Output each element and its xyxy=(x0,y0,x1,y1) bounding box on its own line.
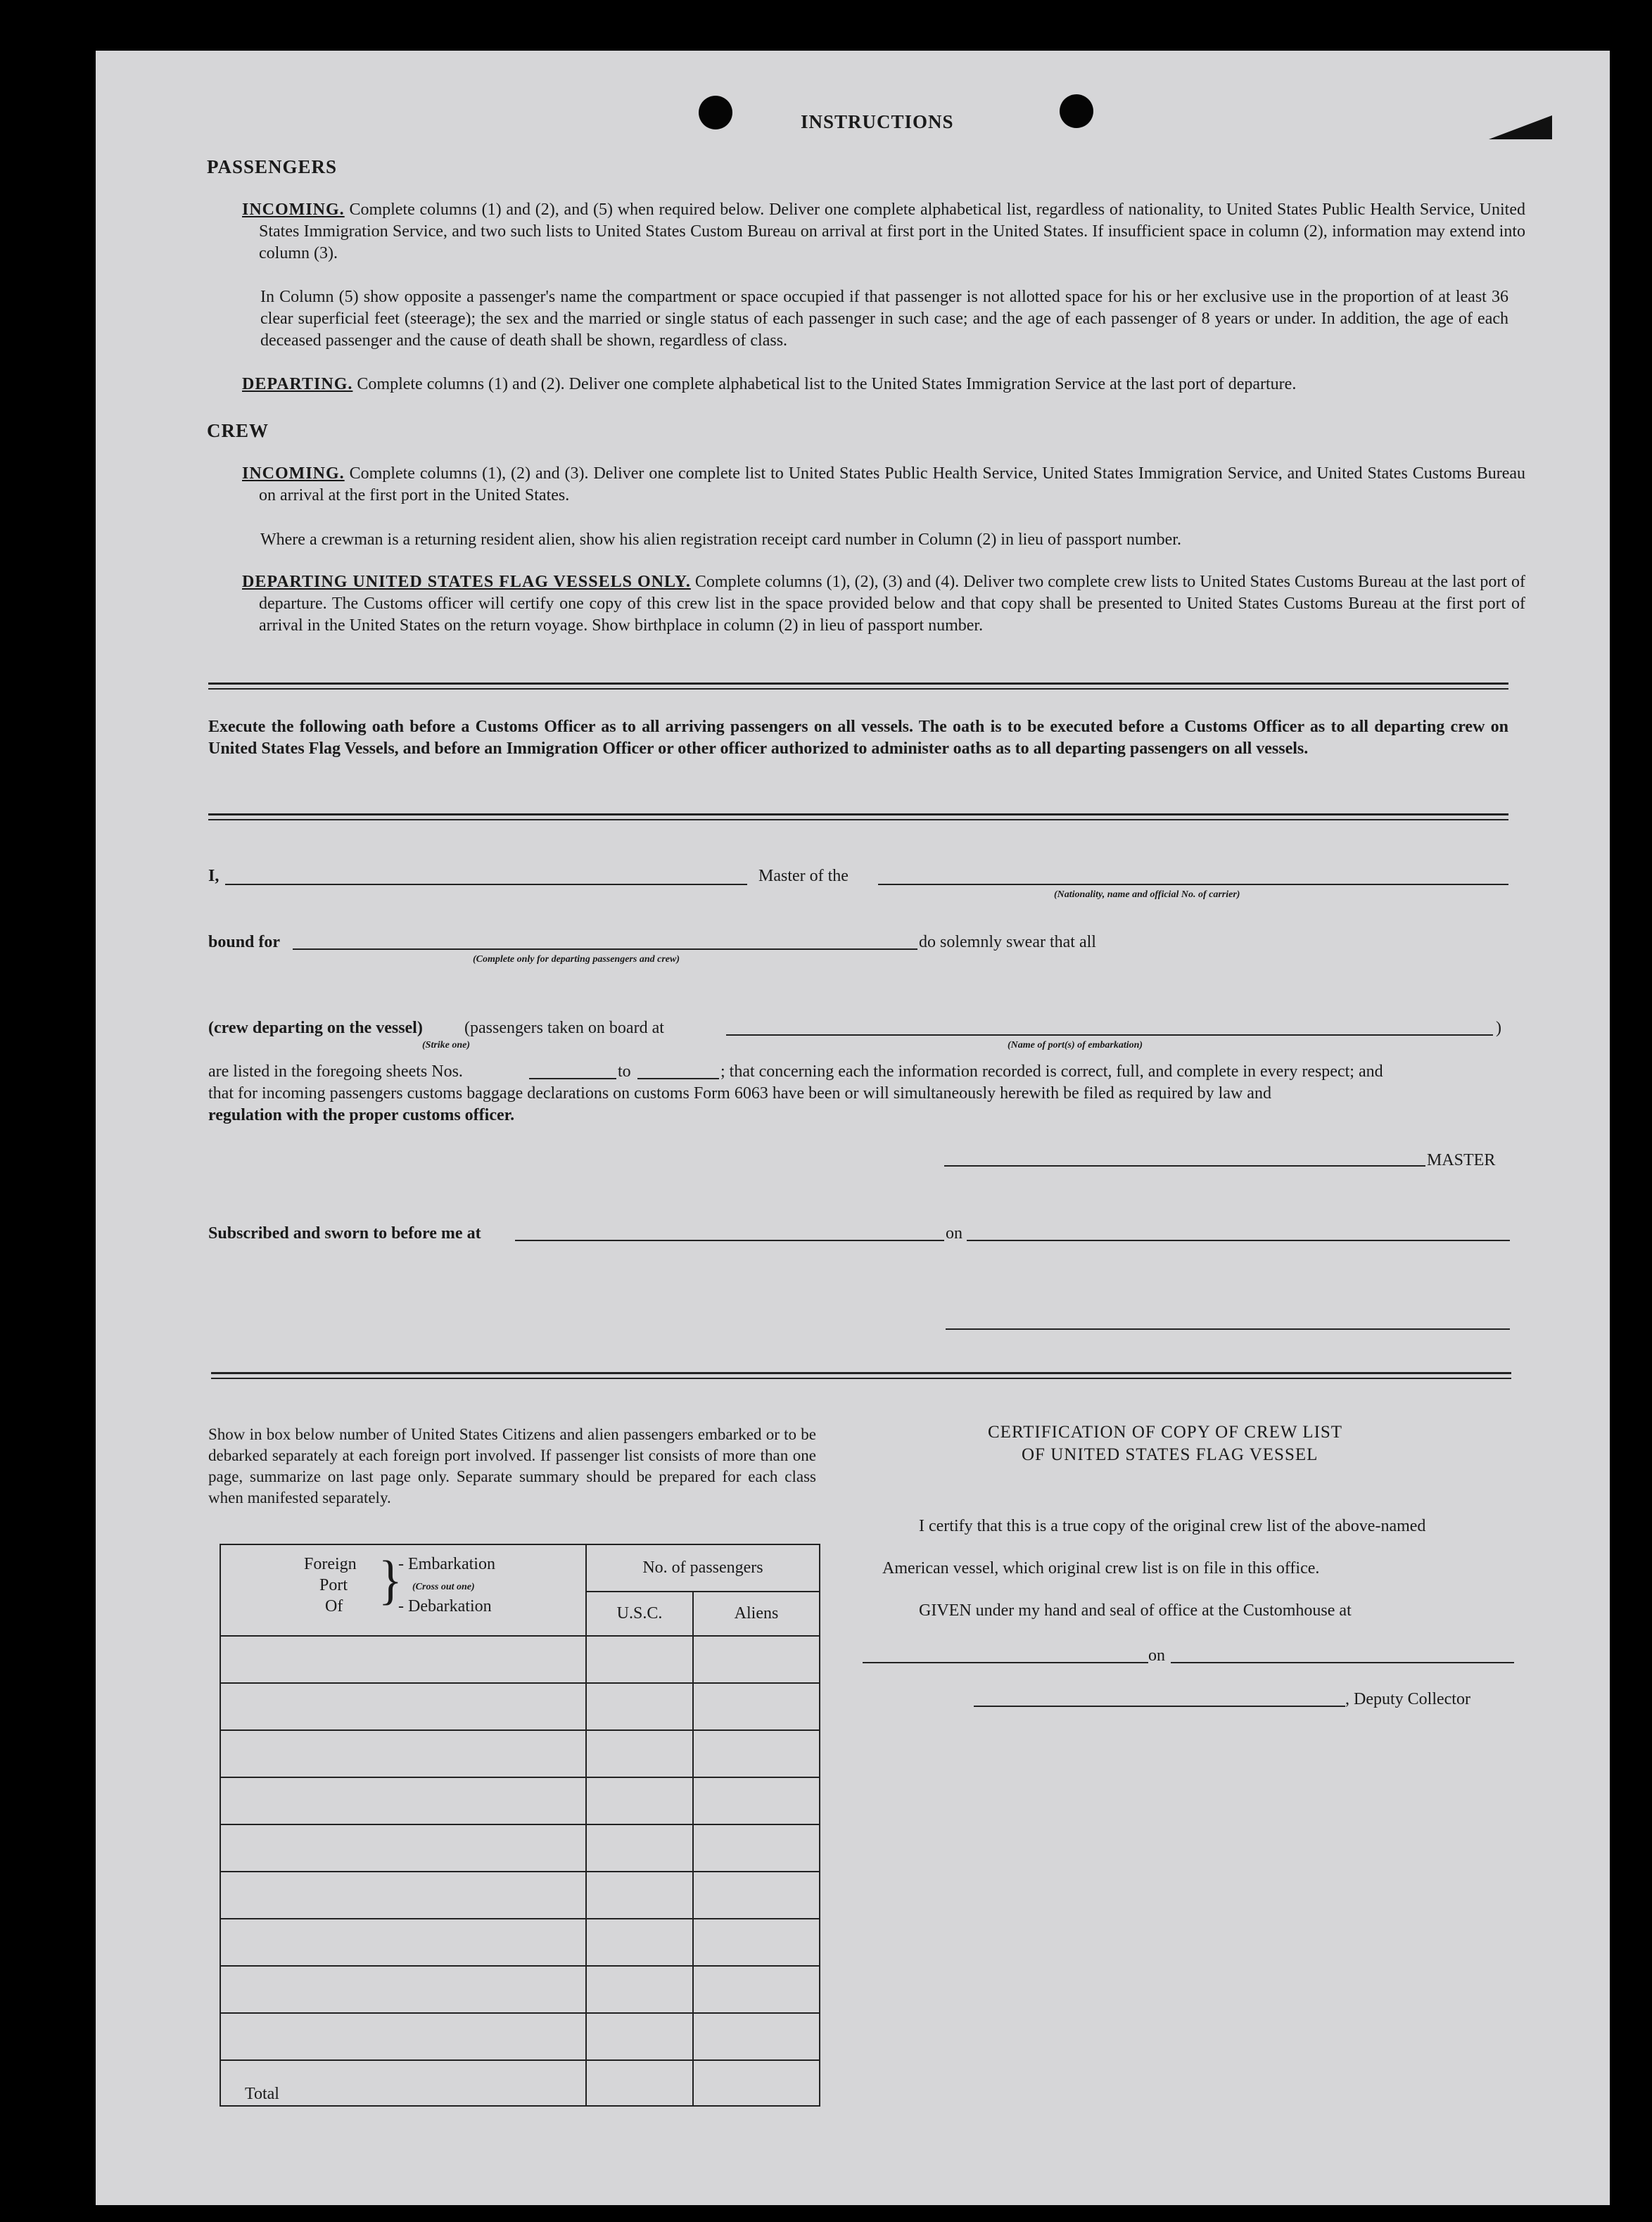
aliens-header: Aliens xyxy=(693,1592,820,1636)
nationality-hint: (Nationality, name and official No. of carrier) xyxy=(1054,889,1240,900)
crew-incoming-label: INCOMING. xyxy=(242,464,345,483)
officer-signature-field[interactable] xyxy=(946,1328,1510,1330)
divider-2 xyxy=(208,813,1508,820)
table-row-usc[interactable] xyxy=(586,1730,693,1777)
table-row-aliens[interactable] xyxy=(693,1919,820,1966)
total-row-label-cell xyxy=(220,2060,586,2106)
usc-header: U.S.C. xyxy=(586,1592,693,1636)
listed-in-text xyxy=(208,1062,463,1081)
table-row-aliens[interactable] xyxy=(693,1730,820,1777)
listed-line3-text: regulation with the proper customs officer. xyxy=(208,1106,515,1124)
table-row-aliens[interactable] xyxy=(693,1683,820,1730)
certification-on-label: on xyxy=(1148,1646,1165,1665)
passengers-incoming-label: INCOMING. xyxy=(242,201,345,219)
oath-i-label: I, xyxy=(208,867,220,885)
table-row-aliens[interactable] xyxy=(693,1636,820,1683)
table-row-aliens[interactable] xyxy=(693,1872,820,1919)
no-of-passengers-header: No. of passengers xyxy=(586,1544,820,1592)
master-label: MASTER xyxy=(1427,1151,1496,1169)
passengers-taken-option: (passengers taken on board at xyxy=(464,1019,664,1037)
crew-departing-option: (crew departing on the vessel) xyxy=(208,1019,423,1037)
passengers-departing-label: DEPARTING. xyxy=(242,375,353,393)
total-aliens[interactable] xyxy=(693,2060,820,2106)
given-line: GIVEN under my hand and seal of office at the Customhouse at xyxy=(919,1601,1352,1620)
passengers-departing-paragraph xyxy=(242,374,1508,395)
customhouse-place-field[interactable] xyxy=(863,1662,1148,1663)
solemnly-swear-text: do solemnly swear that all xyxy=(919,933,1096,951)
bound-for-label: bound for xyxy=(208,933,281,951)
bound-for-field[interactable] xyxy=(293,948,917,950)
certification-heading-line1: CERTIFICATION OF COPY OF CREW LIST xyxy=(988,1423,1343,1442)
table-row-usc[interactable] xyxy=(586,2013,693,2060)
summary-instructions: Show in box below number of United States Citizens and alien passengers embarked or to be debarked separately at each foreign port involved. If passenger list consists of more than one page, summarize on last page only. Separate summary should be prepared for each class when manifested separately. xyxy=(208,1426,816,1506)
subscribed-place-field[interactable] xyxy=(515,1240,944,1241)
crew-heading: CREW xyxy=(207,420,269,441)
oath-intro: Execute the following oath before a Customs Officer as to all arriving passengers on all vessels. The oath is to be executed before a Customs Officer as to all departing crew on United States Flag Vessels, and before an Immigration Officer or other officer authorized to administer oaths as to all departing passengers on all vessels. xyxy=(208,718,1508,758)
debarkation-label: - Debarkation xyxy=(398,1597,492,1615)
sheet-to-field[interactable] xyxy=(637,1078,719,1079)
table-row-aliens[interactable] xyxy=(693,2013,820,2060)
listed-in-label: are listed in the foregoing sheets Nos. xyxy=(208,1062,463,1081)
foreign-label: Foreign xyxy=(304,1555,357,1573)
crew-incoming-paragraph xyxy=(242,463,1525,507)
table-row-port[interactable] xyxy=(220,2013,586,2060)
strike-one-hint: (Strike one) xyxy=(422,1040,471,1050)
listed-rest-text: ; that concerning each the information recorded is correct, full, and complete in every respect; and xyxy=(720,1062,1383,1081)
to-label: to xyxy=(618,1062,631,1081)
passengers-departing-text: Complete columns (1) and (2). Deliver one complete alphabetical list to the United States Immigration Service at the last port of departure. xyxy=(352,375,1297,393)
port-label: Port xyxy=(319,1576,348,1594)
total-usc[interactable] xyxy=(586,2060,693,2106)
deputy-signature-field[interactable] xyxy=(974,1706,1345,1707)
table-row-port[interactable] xyxy=(220,1824,586,1872)
carrier-field[interactable] xyxy=(878,884,1508,885)
table-row-port[interactable] xyxy=(220,1636,586,1683)
subscribed-label: Subscribed and sworn to before me at xyxy=(208,1224,481,1243)
crew-departing-label: DEPARTING UNITED STATES FLAG VESSELS ONLY. xyxy=(242,573,691,591)
table-row-port[interactable] xyxy=(220,1919,586,1966)
table-row-usc[interactable] xyxy=(586,1872,693,1919)
master-of-the-label: Master of the xyxy=(758,867,849,885)
table-row-aliens[interactable] xyxy=(693,1824,820,1872)
certify-line1: I certify that this is a true copy of the original crew list of the above-named xyxy=(919,1517,1426,1535)
crew-departing-paragraph xyxy=(242,571,1525,637)
table-row-usc[interactable] xyxy=(586,1777,693,1824)
divider-3 xyxy=(211,1372,1511,1379)
torn-corner-mark xyxy=(1489,99,1552,139)
page-title: INSTRUCTIONS xyxy=(801,111,954,132)
table-row-usc[interactable] xyxy=(586,1966,693,2013)
table-row-aliens[interactable] xyxy=(693,1966,820,2013)
certification-heading-line2: OF UNITED STATES FLAG VESSEL xyxy=(1022,1445,1319,1464)
punch-hole-left xyxy=(699,96,732,129)
crewman-paragraph: Where a crewman is a returning resident alien, show his alien registration receipt card number in Column (2) in lieu of passport number. xyxy=(260,531,1181,549)
table-row-usc[interactable] xyxy=(586,1824,693,1872)
port-header-cell xyxy=(220,1544,586,1636)
listed-line2-text: that for incoming passengers customs baggage declarations on customs Form 6063 have been or will simultaneously herewith be filed as required by law and xyxy=(208,1084,1271,1103)
table-row-usc[interactable] xyxy=(586,1919,693,1966)
table-row-port[interactable] xyxy=(220,1730,586,1777)
master-name-field[interactable] xyxy=(225,884,747,885)
close-paren: ) xyxy=(1496,1019,1501,1037)
passengers-incoming-text: Complete columns (1) and (2), and (5) when required below. Deliver one complete alphabetical list, regardless of nationality, to United States Public Health Service, United States Immigration Service, and two such lists to United States Custom Bureau on arrival at first port in the United States. If insufficient space in column (2), information may extend into column (3). xyxy=(259,201,1525,262)
subscribed-on-label: on xyxy=(946,1224,962,1243)
brace-icon: } xyxy=(379,1551,402,1611)
table-row-port[interactable] xyxy=(220,1966,586,2013)
of-label: Of xyxy=(325,1597,343,1615)
punch-hole-right xyxy=(1060,94,1093,128)
master-signature-field[interactable] xyxy=(944,1165,1425,1167)
total-label: Total xyxy=(245,2085,279,2103)
table-row-usc[interactable] xyxy=(586,1683,693,1730)
summary-table xyxy=(220,1544,820,2107)
ports-hint: (Name of port(s) of embarkation) xyxy=(1008,1040,1143,1050)
certify-line2: American vessel, which original crew list is on file in this office. xyxy=(882,1559,1320,1577)
table-row-aliens[interactable] xyxy=(693,1777,820,1824)
embarkation-ports-field[interactable] xyxy=(726,1034,1493,1036)
passengers-heading: PASSENGERS xyxy=(207,156,338,177)
divider-1 xyxy=(208,683,1508,690)
sheet-from-field[interactable] xyxy=(529,1078,616,1079)
complete-only-hint: (Complete only for departing passengers and crew) xyxy=(473,954,680,965)
table-row-port[interactable] xyxy=(220,1683,586,1730)
table-row-port[interactable] xyxy=(220,1777,586,1824)
passengers-incoming-paragraph xyxy=(242,199,1525,265)
table-row-usc[interactable] xyxy=(586,1636,693,1683)
crew-incoming-text: Complete columns (1), (2) and (3). Deliver one complete list to United States Public Health Service, United States Immigration Service, and United States Customs Bureau on arrival at the first port in the United States. xyxy=(259,464,1525,504)
column5-paragraph: In Column (5) show opposite a passenger's name the compartment or space occupied if that passenger is not allotted space for his or her exclusive use in the proportion of at least 36 clear superficial feet (steerage); the sex and the married or single status of each passenger in such case; and the age of each passenger of 8 years or under. In addition, the age of each deceased passenger and the cause of death shall be shown, regardless of class. xyxy=(260,288,1508,350)
deputy-collector-label: , Deputy Collector xyxy=(1345,1690,1470,1708)
certification-date-field[interactable] xyxy=(1171,1662,1514,1663)
crew-departing-text: Complete columns (1), (2), (3) and (4). Deliver two complete crew lists to United States Customs Bureau at the last port of departure. The Customs officer will certify one copy of this crew list in the space provided below and that copy shall be presented to United States Customs Bureau at the first port of arrival in the United States on the return voyage. Show birthplace in column (2) in lieu of passport number. xyxy=(259,573,1525,635)
embarkation-label: - Embarkation xyxy=(398,1555,495,1573)
subscribed-date-field[interactable] xyxy=(967,1240,1510,1241)
table-row-port[interactable] xyxy=(220,1872,586,1919)
cross-out-hint: (Cross out one) xyxy=(412,1582,475,1592)
